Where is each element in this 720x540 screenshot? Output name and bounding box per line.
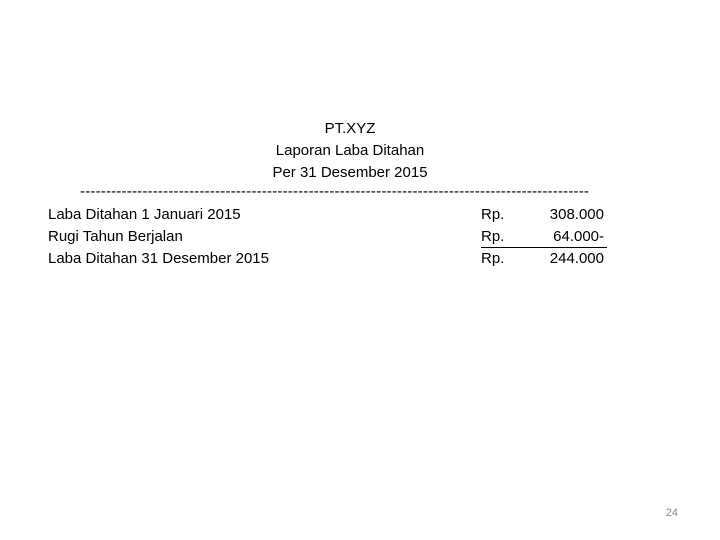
row-label: Laba Ditahan 31 Desember 2015 [48, 250, 269, 267]
statement-row-current-loss [0, 227, 720, 249]
row-amount: 64.000- [553, 228, 604, 245]
row-label: Laba Ditahan 1 Januari 2015 [48, 206, 241, 223]
row-currency: Rp. [481, 206, 505, 223]
statement-row-closing-balance [0, 249, 720, 271]
dashed-separator: -------------------------------------------------------------------------------------------------- [80, 184, 590, 200]
row-amount: 308.000 [549, 206, 604, 223]
company-name: PT.XYZ [324, 120, 376, 137]
report-period: Per 31 Desember 2015 [272, 164, 428, 181]
page-number: 24 [665, 507, 678, 519]
row-currency: Rp. [481, 250, 505, 267]
report-title: Laporan Laba Ditahan [275, 142, 425, 159]
row-label: Rugi Tahun Berjalan [48, 228, 183, 245]
statement-row-opening-balance [0, 205, 720, 227]
row-amount: 244.000 [549, 250, 604, 267]
row-currency: Rp. [481, 228, 505, 245]
